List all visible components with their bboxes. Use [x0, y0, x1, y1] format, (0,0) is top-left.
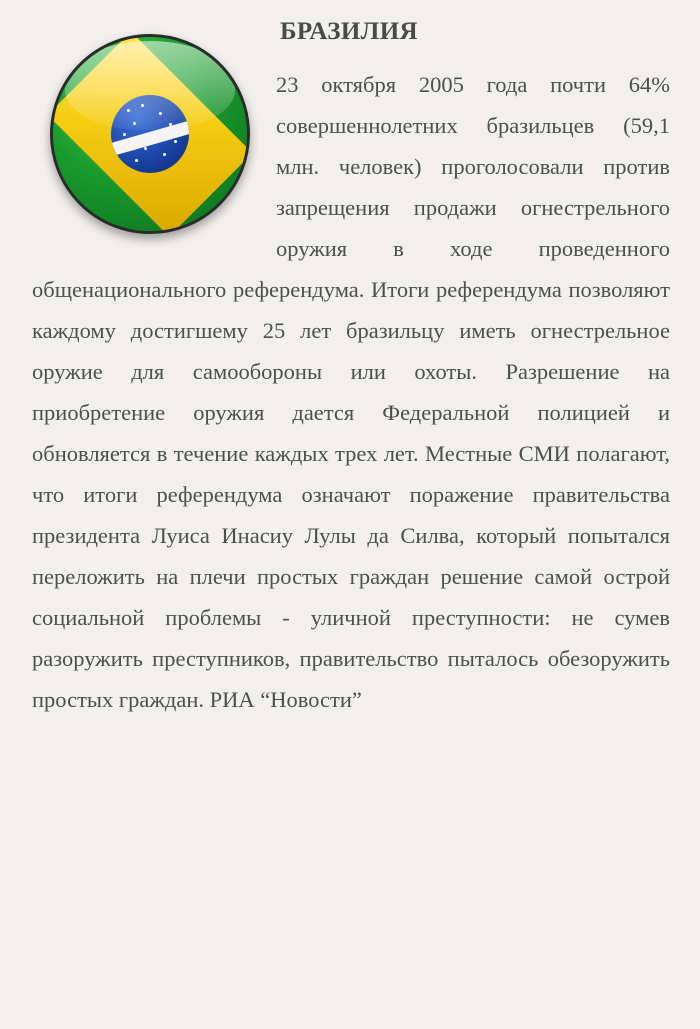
brazil-flag-image	[50, 34, 260, 262]
flag-star	[144, 147, 147, 150]
flag-star	[127, 109, 130, 112]
flag-star	[159, 112, 162, 115]
flag-star	[135, 159, 138, 162]
flag-star	[163, 153, 166, 156]
flag-star	[153, 135, 156, 138]
article-body: 23 октября 2005 года почти 64% совершеннолетних бразильцев (59,1 млн. человек) проголосовали против запрещения продажи огнестрельного оружия в ходе проведенного общенационального референдума. Итоги референдума позволяют каждому достигшему 25 лет бразильцу иметь огнестрельное оружие для самообороны или охоты. Разрешение на приобретение оружия дается Федеральной полицией и обновляется в течение каждых трех лет. Местные СМИ полагают, что итоги референдума означают поражение правительства президента Луиса Инасиу Лулы да Силва, который попытался переложить на плечи простых граждан решение самой острой социальной проблемы - уличной преступности: не сумев разоружить преступников, правительство пыталось обезоружить простых граждан. РИА “Новости”	[32, 72, 670, 712]
flag-star	[123, 133, 126, 136]
brazil-flag-badge-icon	[50, 34, 250, 234]
flag-star	[141, 104, 144, 107]
flag-white-band	[111, 119, 189, 158]
flag-blue-globe	[111, 95, 189, 173]
flag-star	[174, 140, 177, 143]
page-title: БРАЗИЛИЯ	[280, 18, 419, 45]
flag-star	[169, 123, 172, 126]
flag-star	[133, 122, 136, 125]
